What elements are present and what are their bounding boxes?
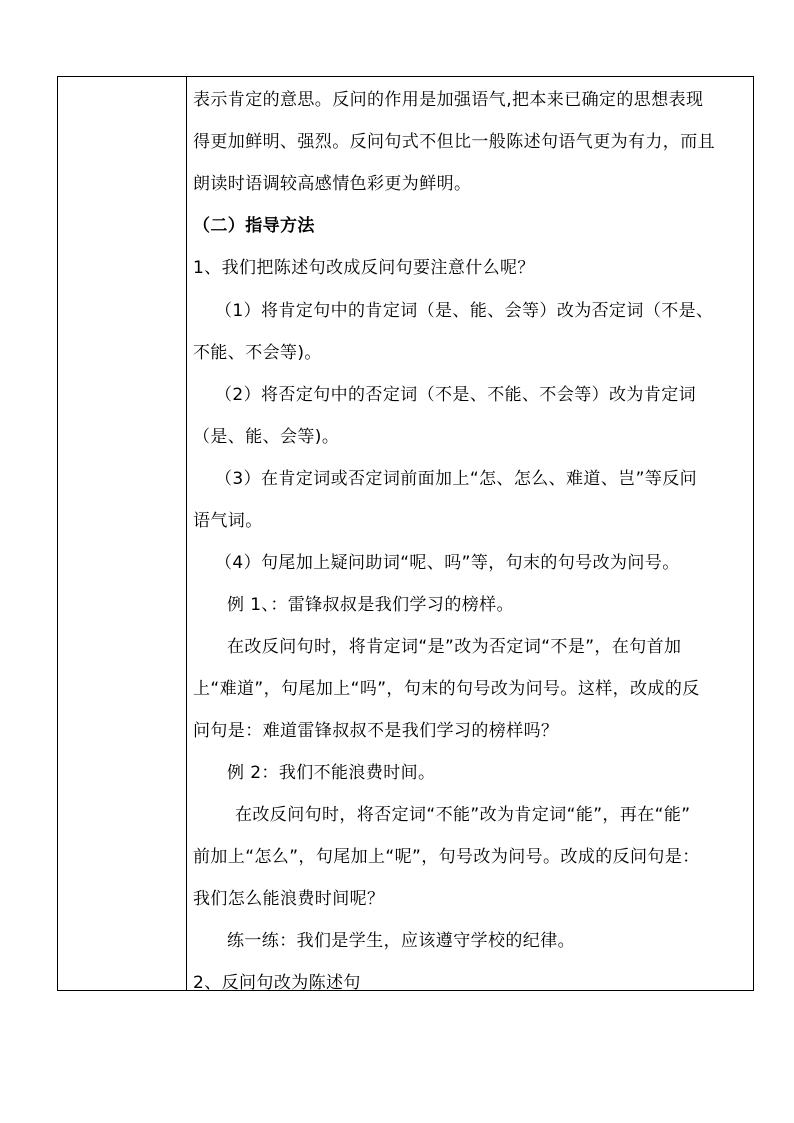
rule-2-line-1: （2）将否定句中的否定词（不是、不能、不会等）改为肯定词 (215, 385, 697, 405)
subheading-2: 2、反问句改为陈述句 (193, 973, 361, 993)
rule-2-line-2: （是、能、会等)。 (193, 427, 340, 447)
section-heading: （二）指导方法 (193, 216, 315, 236)
example-1-explain-line-1: 在改反问句时，将肯定词“是”改为否定词“不是”，在句首加 (227, 637, 682, 657)
rule-1-line-2: 不能、不会等)。 (193, 343, 322, 363)
question-heading: 1、我们把陈述句改成反问句要注意什么呢？ (193, 258, 535, 278)
example-1: 例 1、：雷锋叔叔是我们学习的榜样。 (227, 595, 514, 615)
text-line-1: 表示肯定的意思。反问的作用是加强语气,把本来已确定的思想表现 (193, 90, 704, 110)
example-2-explain-line-3: 我们怎么能浪费时间呢？ (193, 889, 385, 909)
example-2-explain-line-2: 前加上“怎么”，句尾加上“呢”，句号改为问号。改成的反问句是： (193, 847, 700, 867)
rule-1-line-1: （1）将肯定句中的肯定词（是、能、会等）改为否定词（不是、 (215, 301, 714, 321)
rule-3-line-2: 语气词。 (193, 511, 263, 531)
rule-3-line-1: （3）在肯定词或否定词前面加上“怎、怎么、难道、岂”等反问 (215, 469, 698, 489)
practice-line: 练一练：我们是学生，应该遵守学校的纪律。 (227, 931, 575, 951)
lesson-table (57, 76, 754, 991)
table-left-cell (58, 77, 187, 990)
text-line-3: 朗读时语调较高感情色彩更为鲜明。 (193, 174, 472, 194)
rule-4-line: （4）句尾加上疑问助词“呢、吗”等，句末的句号改为问号。 (215, 553, 680, 573)
example-2: 例 2：我们不能浪费时间。 (227, 763, 436, 783)
example-1-explain-line-2: 上“难道”，句尾加上“吗”，句末的句号改为问号。这样，改成的反 (193, 679, 700, 699)
example-1-explain-line-3: 问句是：难道雷锋叔叔不是我们学习的榜样吗？ (193, 721, 559, 741)
table-right-cell (187, 77, 753, 993)
example-2-explain-line-1: 在改反问句时，将否定词“不能”改为肯定词“能”，再在“能” (235, 805, 691, 825)
text-line-2: 得更加鲜明、强烈。反问句式不但比一般陈述句语气更为有力，而且 (193, 132, 715, 152)
